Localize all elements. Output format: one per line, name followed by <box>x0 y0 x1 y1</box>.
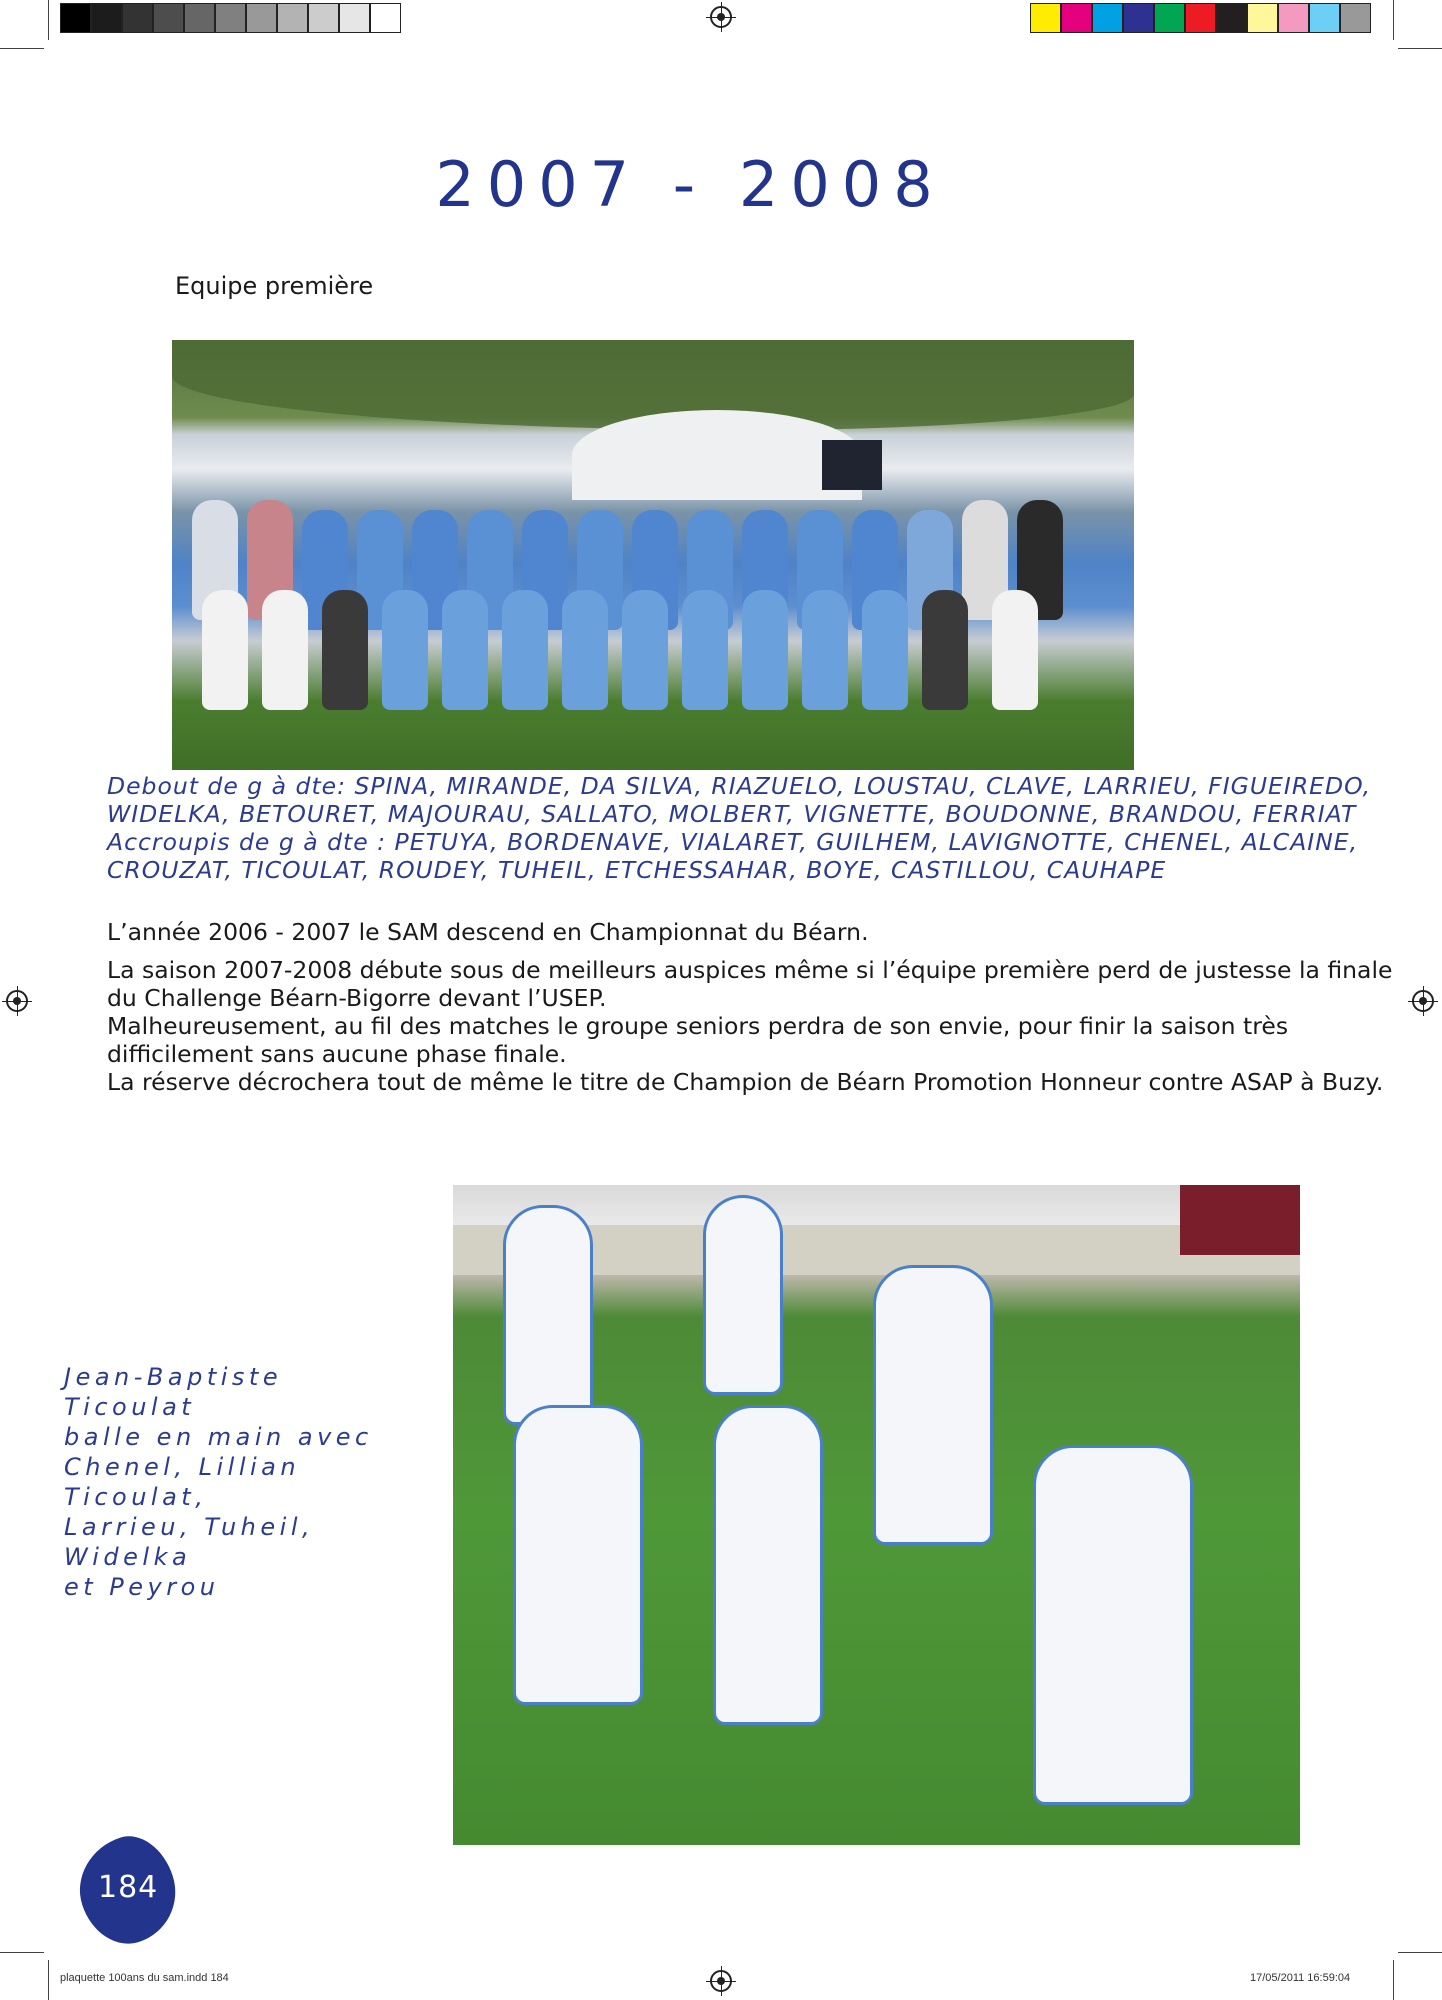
player-figure <box>703 1195 783 1395</box>
player-figure <box>503 1205 593 1425</box>
crop-mark <box>1398 1952 1442 1953</box>
paragraph-line: Malheureusement, au fil des matches le groupe seniors perdra de son envie, pour finir la saison très <box>107 1012 1289 1040</box>
player-figure <box>873 1265 993 1545</box>
caption-line: WIDELKA, BETOURET, MAJOURAU, SALLATO, MOLBERT, VIGNETTE, BOUDONNE, BRANDOU, FERRIAT <box>107 800 1357 828</box>
season-paragraph <box>107 956 1427 1096</box>
caption-line: et Peyrou <box>64 1573 220 1601</box>
caption-line: CROUZAT, TICOULAT, ROUDEY, TUHEIL, ETCHESSAHAR, BOYE, CASTILLOU, CAUHAPE <box>107 856 1167 884</box>
caption-line: Debout de g à dte: SPINA, MIRANDE, DA SILVA, RIAZUELO, LOUSTAU, CLAVE, LARRIEU, FIGUEIREDO, <box>107 772 1372 800</box>
crop-mark <box>0 48 44 49</box>
player-figure <box>713 1405 823 1725</box>
registration-mark-icon <box>710 1970 732 1992</box>
caption-line: balle en main avec <box>64 1423 373 1451</box>
crop-mark <box>1398 48 1442 49</box>
caption-line: Accroupis de g à dte : PETUYA, BORDENAVE, VIALARET, GUILHEM, LAVIGNOTTE, CHENEL, ALCAINE, <box>107 828 1359 856</box>
paragraph-line: difficilement sans aucune phase finale. <box>107 1040 567 1068</box>
paragraph-line: La saison 2007-2008 débute sous de meilleurs auspices même si l’équipe première perd de justesse la finale <box>107 956 1393 984</box>
player-figure <box>1033 1445 1193 1805</box>
sponsor-banner <box>1180 1185 1300 1255</box>
match-action-photo <box>453 1185 1300 1845</box>
caption-line: Chenel, Lillian Ticoulat, <box>64 1453 301 1511</box>
page-title: 2007 - 2008 <box>435 148 945 221</box>
grayscale-calibration-bar <box>60 3 401 33</box>
registration-mark-icon <box>6 990 28 1012</box>
paragraph-line: La réserve décrochera tout de même le titre de Champion de Béarn Promotion Honneur contre ASAP à Buzy. <box>107 1068 1384 1096</box>
registration-mark-icon <box>710 6 732 28</box>
crop-mark <box>1393 0 1394 40</box>
crop-mark <box>48 0 49 40</box>
footer-timestamp: 17/05/2011 16:59:04 <box>1250 1972 1351 1984</box>
intro-paragraph: L’année 2006 - 2007 le SAM descend en Championnat du Béarn. <box>107 918 869 946</box>
crop-mark <box>48 1960 49 2000</box>
team-photo-caption <box>107 772 1407 884</box>
crop-mark <box>0 1952 44 1953</box>
color-calibration-bar <box>1030 3 1371 33</box>
scoreboard <box>822 440 882 490</box>
player-group <box>182 500 1122 710</box>
section-label: Equipe première <box>175 272 374 300</box>
team-photo <box>172 340 1134 770</box>
sports-hall <box>572 410 862 500</box>
match-photo-caption <box>64 1362 424 1602</box>
caption-line: Jean-Baptiste Ticoulat <box>64 1363 283 1421</box>
crop-mark <box>1393 1960 1394 2000</box>
caption-line: Larrieu, Tuheil, Widelka <box>64 1513 315 1571</box>
page-number: 184 <box>98 1870 159 1905</box>
footer-filename: plaquette 100ans du sam.indd 184 <box>60 1972 229 1984</box>
paragraph-line: du Challenge Béarn-Bigorre devant l’USEP. <box>107 984 607 1012</box>
player-figure <box>513 1405 643 1705</box>
